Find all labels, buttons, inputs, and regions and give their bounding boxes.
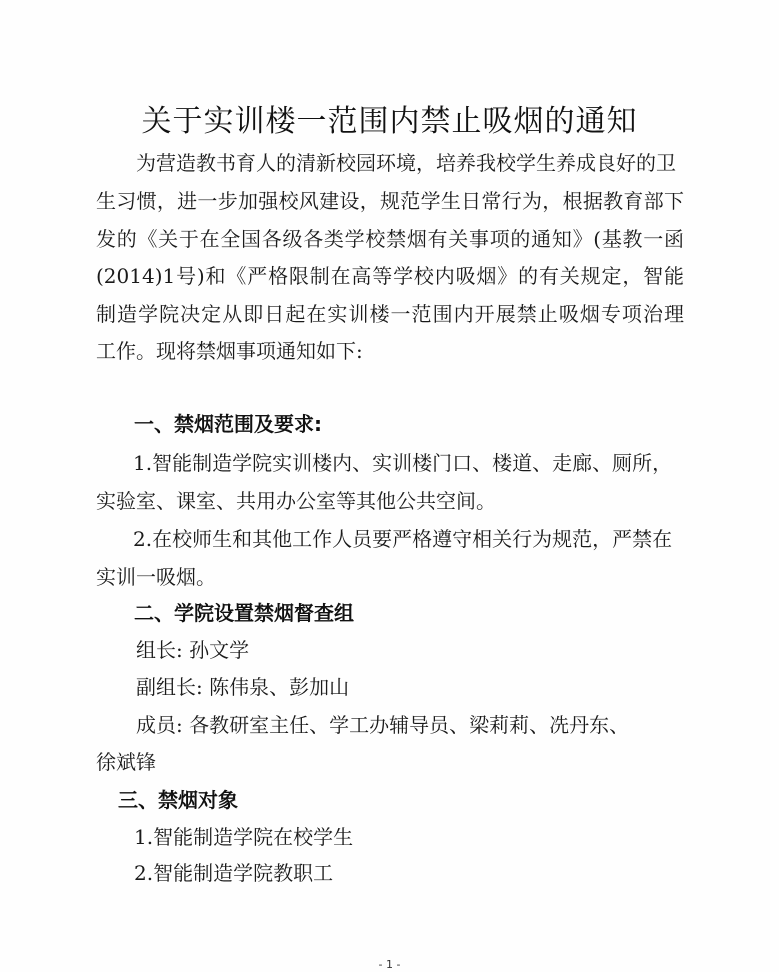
intro-line-3: 发的《关于在全国各级各类学校禁烟有关事项的通知》(基教一函 [96,227,684,251]
section-3-line-2: 2.智能制造学院教职工 [134,861,334,885]
section-1-line-2: 实验室、课室、共用办公室等其他公共空间。 [96,489,496,513]
group-leader: 组长: 孙文学 [136,638,250,662]
section-1-line-1: 1.智能制造学院实训楼内、实训楼门口、楼道、走廊、厕所， [133,451,673,475]
section-3-line-1: 1.智能制造学院在校学生 [134,825,354,849]
group-deputy: 副组长: 陈伟泉、彭加山 [136,675,350,699]
group-members: 成员: 各教研室主任、学工办辅导员、梁莉莉、冼丹东、 [136,713,630,737]
notice-title: 关于实训楼一范围内禁止吸烟的通知 [141,104,638,139]
intro-line-5: 制造学院决定从即日起在实训楼一范围内开展禁止吸烟专项治理 [96,302,684,326]
intro-line-1: 为营造教书育人的清新校园环境，培养我校学生养成良好的卫 [136,151,676,175]
section-1-line-3: 2.在校师生和其他工作人员要严格遵守相关行为规范，严禁在 [133,527,673,551]
section-1-line-4: 实训一吸烟。 [96,565,216,589]
group-members-cont: 徐斌锋 [96,750,156,774]
section-2-heading: 二、学院设置禁烟督查组 [134,601,354,625]
section-3-heading: 三、禁烟对象 [118,788,238,812]
intro-line-2: 生习惯，进一步加强校风建设，规范学生日常行为，根据教育部下 [96,189,684,213]
section-1-heading: 一、禁烟范围及要求: [134,412,322,436]
intro-line-6: 工作。现将禁烟事项通知如下: [96,339,363,363]
intro-line-4: (2014)1号)和《严格限制在高等学校内吸烟》的有关规定，智能 [96,264,684,288]
page-number: - 1 - [378,958,401,971]
